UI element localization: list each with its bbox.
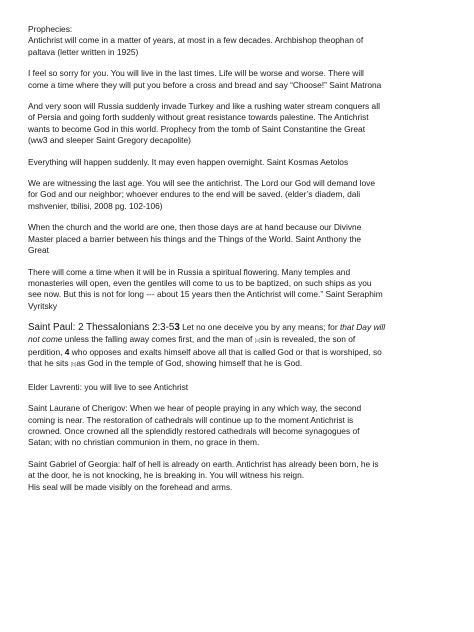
paul-text: perdition,: [28, 346, 65, 357]
prophecy-list-bottom: [28, 382, 448, 493]
prophecy-paragraph: [28, 222, 448, 256]
text-line: wants to become God in this world. Prophecy from the tomb of Saint Constantine the Great: [28, 123, 366, 134]
footnote-marker-b[interactable]: [b]: [70, 362, 77, 369]
prophecy-paragraph: [28, 267, 448, 313]
paul-italic: that Day will: [339, 322, 386, 333]
prophecy-paragraph: [28, 403, 448, 449]
text-line: monasteries will open, even the gentiles will come to us to be baptized, on such ships as you: [28, 277, 372, 288]
footnote-marker-a[interactable]: [a]: [254, 337, 261, 344]
saint-paul-paragraph: [28, 322, 448, 372]
text-line: of Persia and going forth suddenly without great resistance towards palestine. The Antichrist: [28, 112, 369, 123]
prophecy-paragraph: [28, 459, 448, 493]
text-line: paltava (letter written in 1925): [28, 46, 139, 57]
text-line: And very soon will Russia suddenly invade Turkey and like a rushing water stream conquers all: [28, 101, 380, 112]
text-line: Elder Lavrenti: you will live to see Antichrist: [28, 381, 189, 392]
text-line: Antichrist will come in a matter of years, at most in a few decades. Archbishop theophan of: [28, 35, 364, 46]
text-line: When the church and the world are one, then those days are at hand because our Divivne: [28, 222, 362, 233]
text-line: Prophecies:: [28, 24, 73, 34]
text-line: Great: [28, 245, 49, 256]
paul-text: that he sits: [28, 358, 71, 369]
verse-number-4: 4: [64, 346, 70, 357]
text-line: Everything will happen suddenly. It may even happen overnight. Saint Kosmas Aetolos: [28, 156, 349, 167]
text-line: Satan; with no christian communion in them, no grace in them.: [28, 437, 260, 448]
text-line: come a time where they will put you before a cross and bread and say “Choose!” Saint Matrona: [28, 79, 382, 90]
text-line: coming is near. The restoration of cathedrals will continue up to the moment Antichrist is: [28, 414, 354, 425]
prophecy-paragraph: [28, 24, 448, 58]
text-line: There will come a time when it will be in Russia a spiritual flowering. Many temples and: [28, 266, 351, 277]
text-line: for God and our neighbor; whoever endures to the end will be saved. (elder’s diadem, dali: [28, 189, 361, 200]
prophecy-paragraph: [28, 68, 448, 91]
paul-text: who opposes and exalts himself above all that is called God or that is worshiped, so: [69, 346, 382, 357]
text-line: Vyritsky: [28, 300, 58, 311]
text-line: mshvenier, tbilisi, 2008 pg. 102-106): [28, 200, 163, 211]
text-line: We are witnessing the last age. You will see the antichrist. The Lord our God will demand love: [28, 178, 375, 189]
prophecy-list-top: [28, 24, 448, 312]
text-line: Saint Laurane of Cherigov: When we hear of people praying in any which way, the second: [28, 403, 362, 414]
text-line: I feel so sorry for you. You will live in the last times. Life will be worse and worse. There will: [28, 68, 364, 79]
text-line: His seal will be made visibly on the forehead and arms.: [28, 481, 233, 492]
text-line: Master placed a barrier between his things and the Things of the World. Saint Anthony the: [28, 233, 362, 244]
verse-number-3: 3: [174, 322, 180, 334]
paul-text: as God in the temple of God, showing himself that he is God.: [76, 358, 303, 369]
paul-italic: not come: [28, 333, 63, 344]
prophecy-paragraph: [28, 157, 448, 168]
text-line: (ww3 and sleeper Saint Gregory decapolite): [28, 135, 191, 146]
prophecy-paragraph: [28, 101, 448, 147]
text-line: see now. But this is not for long --- about 15 years then the Antichrist will come.” Saint Seraphim: [28, 289, 383, 300]
prophecy-paragraph: [28, 178, 448, 212]
paul-text: sin is revealed, the son of: [260, 333, 356, 344]
prophecy-paragraph: [28, 382, 448, 393]
scripture-reference: Saint Paul: 2 Thessalonians 2:3-5: [28, 322, 175, 334]
text-line: crowned. Once crowned all the splendidly restored cathedrals will become synagogues of: [28, 425, 360, 436]
paul-text: unless the falling away comes first, and the man of: [62, 333, 255, 344]
paul-text: Let no one deceive you by any means; for: [179, 322, 340, 333]
text-line: Saint Gabriel of Georgia: half of hell is already on earth. Antichrist has already been born, he is: [28, 458, 379, 469]
text-line: at the door, he is not knocking, he is breaking in. You will witness his reign.: [28, 470, 305, 481]
